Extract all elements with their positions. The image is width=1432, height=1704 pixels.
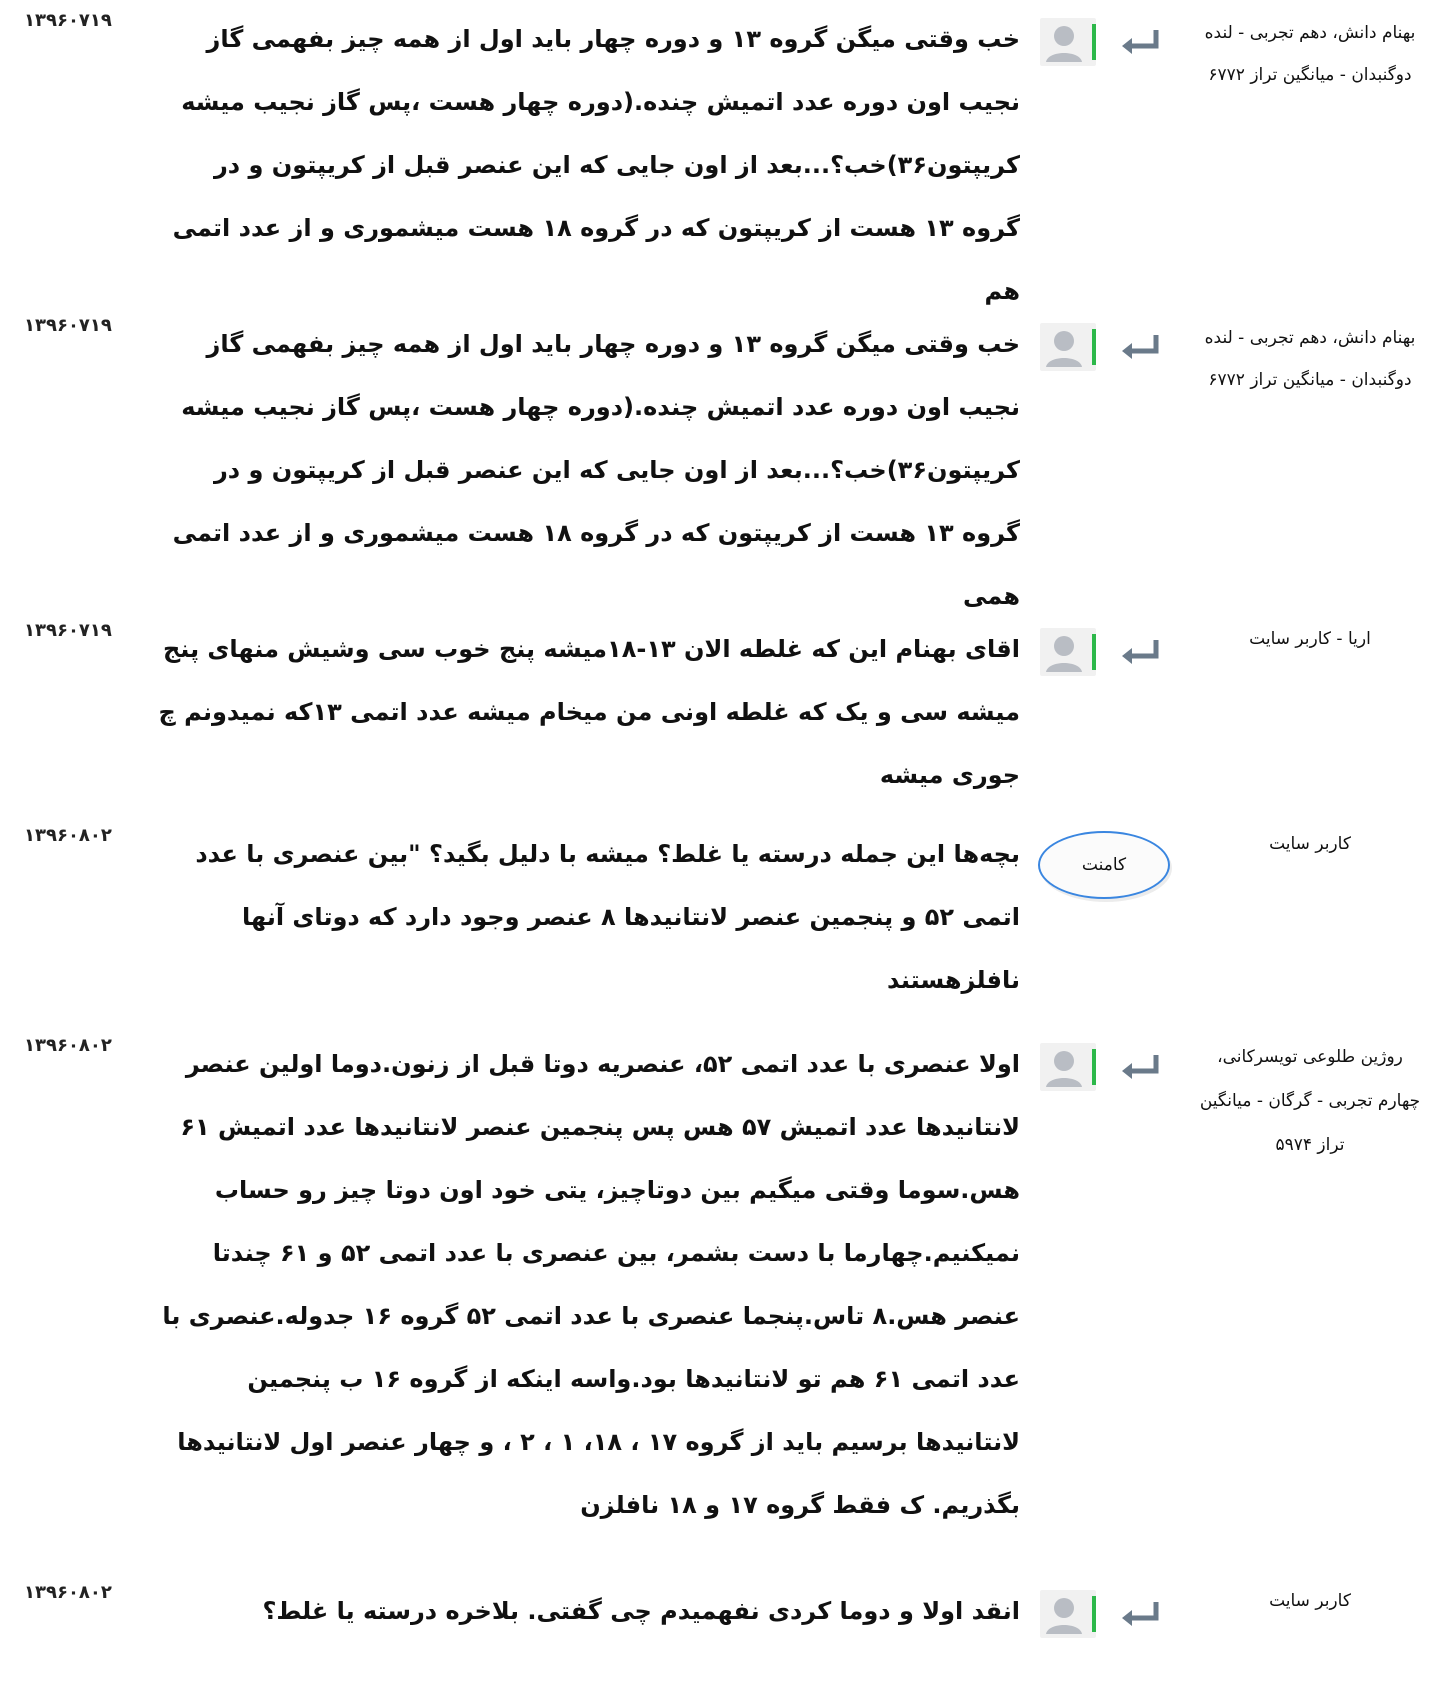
comment-text: خب وقتی میگن گروه ۱۳ و دوره چهار باید اول از همه چیز بفهمی گاز نجیب اون دوره عدد اتمیش چنده.(دوره چهار هست ،پس گاز نجیب میشه کریپتون۳۶)خب؟...بعد از اون جایی که این عنصر قبل از کریپتون و در گروه ۱۳ هست از کریپتون که در گروه ۱۸ هست میشموری و از عدد اتمی همی xyxy=(172,330,1020,610)
comment-text: اولا عنصری با عدد اتمی ۵۲، عنصریه دوتا قبل از زنون.دوما اولین عنصر لانتانیدها عدد اتمیش ۵۷ هس پس پنجمین عنصر لانتانیدها عدد اتمیش ۶۱ هس.سوما وقتی میگیم بین دوتاچیز، یتی خود اون دوتا چیز رو حساب نمیکنیم.چهارما با دست بشمر، بین عنصری با عدد اتمی ۵۲ و ۶۱ چندتا عنصر هس.۸ تاس.پنجما عنصری با عدد اتمی ۵۲ گروه ۱۶ جدوله.عنصری با عدد اتمی ۶۱ هم تو لانتانیدها بود.واسه اینکه از گروه ۱۶ ب پنجمین لانتانیدها برسیم باید از گروه ۱۷ ، ۱۸، ۱ ، ۲ ، و چهار عنصر اول لانتانیدها بگذریم. ک فقط گروه ۱۷ و ۱۸ نافلزن xyxy=(162,1050,1020,1519)
reply-arrow-icon[interactable] xyxy=(1118,1051,1162,1083)
comment-item xyxy=(0,1035,1432,1535)
comment-author[interactable]: اریا - کاربر سایت xyxy=(1249,629,1371,649)
avatar-icon xyxy=(1040,628,1096,676)
comment-badge[interactable]: کامنت xyxy=(1038,831,1170,899)
avatar-icon xyxy=(1040,1590,1096,1638)
avatar-icon xyxy=(1040,1043,1096,1091)
comment-date: ۱۳۹۶۰۸۰۲ xyxy=(24,825,112,846)
reply-arrow-icon[interactable] xyxy=(1118,26,1162,58)
comment-date: ۱۳۹۶۰۷۱۹ xyxy=(24,315,112,336)
comment-item xyxy=(0,620,1432,800)
comment-item xyxy=(0,315,1432,610)
reply-arrow-icon[interactable] xyxy=(1118,331,1162,363)
comment-item xyxy=(0,10,1432,305)
comment-author[interactable]: کاربر سایت xyxy=(1269,1591,1351,1611)
comment-author[interactable]: روژین طلوعی تویسرکانی، چهارم تجربی - گرگان - میانگین تراز ۵۹۷۴ xyxy=(1199,1047,1421,1155)
comment-item xyxy=(0,825,1432,994)
comment-date: ۱۳۹۶۰۸۰۲ xyxy=(24,1035,112,1056)
avatar-icon xyxy=(1040,323,1096,371)
reply-arrow-icon[interactable] xyxy=(1118,1598,1162,1630)
avatar-icon xyxy=(1040,18,1096,66)
comment-date: ۱۳۹۶۰۸۰۲ xyxy=(24,1582,112,1603)
reply-arrow-icon[interactable] xyxy=(1118,636,1162,668)
comment-text: بچه‌ها این جمله درسته یا غلط؟ میشه با دلیل بگید؟ "بین عنصری با عدد اتمی ۵۲ و پنجمین عنصر لانتانیدها ۸ عنصر وجود دارد که دوتای آنها نافلزهستند xyxy=(195,840,1020,994)
comment-date: ۱۳۹۶۰۷۱۹ xyxy=(24,620,112,641)
comment-item xyxy=(0,1582,1432,1662)
comment-text: اقای بهنام این که غلطه الان ۱۳-۱۸میشه پنج خوب سی وشیش منهای پنج میشه سی و یک که غلطه اونی من میخام میشه عدد اتمی ۱۳که نمیدونم چ جوری میشه xyxy=(158,635,1020,789)
comment-date: ۱۳۹۶۰۷۱۹ xyxy=(24,10,112,31)
comment-text: خب وقتی میگن گروه ۱۳ و دوره چهار باید اول از همه چیز بفهمی گاز نجیب اون دوره عدد اتمیش چنده.(دوره چهار هست ،پس گاز نجیب میشه کریپتون۳۶)خب؟...بعد از اون جایی که این عنصر قبل از کریپتون و در گروه ۱۳ هست از کریپتون که در گروه ۱۸ هست میشموری و از عدد اتمی هم xyxy=(172,25,1020,305)
comment-author[interactable]: کاربر سایت xyxy=(1269,834,1351,854)
comment-text: انقد اولا و دوما کردی نفهمیدم چی گفتی. بلاخره درسته یا غلط؟ xyxy=(262,1597,1020,1625)
comment-author[interactable]: بهنام دانش، دهم تجربی - لنده دوگنبدان - میانگین تراز ۶۷۷۲ xyxy=(1204,328,1416,390)
comment-author[interactable]: بهنام دانش، دهم تجربی - لنده دوگنبدان - میانگین تراز ۶۷۷۲ xyxy=(1204,23,1416,85)
